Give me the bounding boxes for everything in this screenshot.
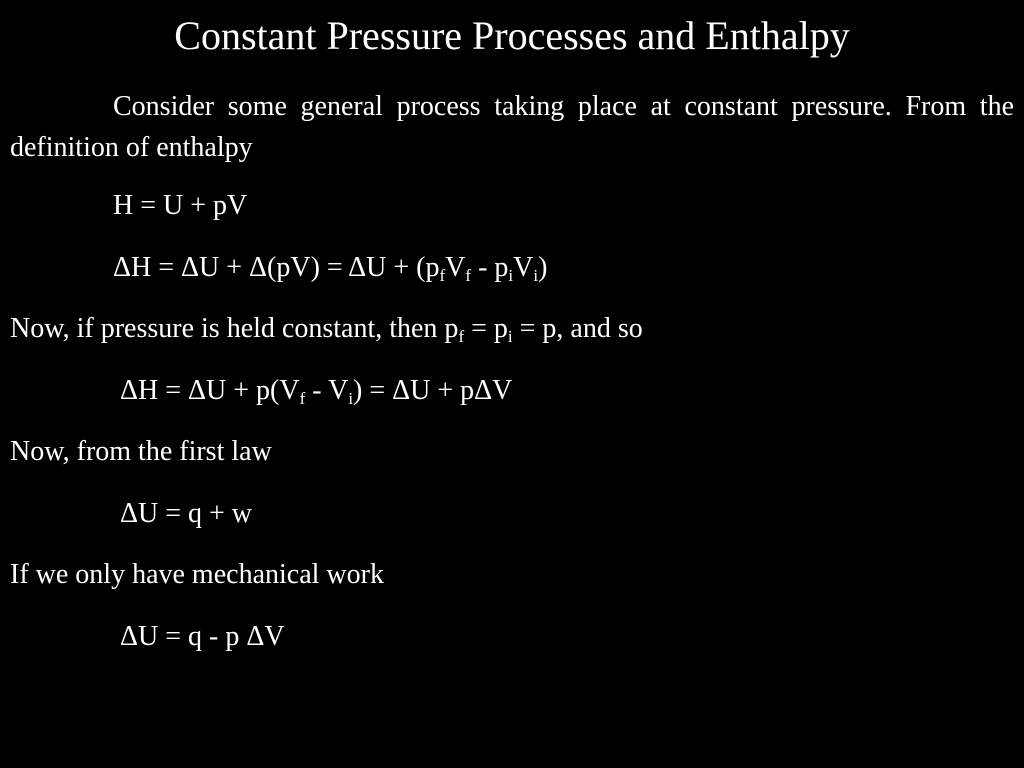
equation-first-law: ΔU = q + w [120, 498, 253, 529]
subscript: f [439, 266, 446, 285]
text-part: Now, if pressure is held constant, then p [10, 313, 459, 344]
subscript: f [299, 389, 306, 408]
subscript: f [458, 327, 465, 346]
subscript: i [507, 327, 513, 346]
equation-part: ΔH = ΔU + Δ(pV) = ΔU + (p [113, 252, 440, 283]
equation-part: ) = ΔU + pΔV [353, 375, 513, 406]
text-mechanical-work: If we only have mechanical work [10, 559, 384, 590]
subscript: i [348, 389, 354, 408]
equation-part: ) [538, 252, 548, 283]
equation-delta-h-constant-pressure [120, 375, 512, 407]
equation-part: - V [305, 375, 349, 406]
equation-enthalpy-definition: H = U + pV [113, 190, 248, 221]
text-first-law: Now, from the first law [10, 436, 272, 467]
subscript: i [508, 266, 514, 285]
text-part: = p, and so [512, 313, 643, 344]
subscript: f [465, 266, 472, 285]
equation-part: V [513, 252, 534, 283]
subscript: i [533, 266, 539, 285]
intro-paragraph: Consider some general process taking place at constant pressure. From the definition of enthalpy [10, 91, 1014, 163]
text-constant-pressure [10, 313, 643, 345]
equation-mechanical-work: ΔU = q - p ΔV [120, 621, 285, 652]
equation-part: - p [471, 252, 509, 283]
text-part: = p [464, 313, 508, 344]
equation-delta-h [113, 252, 547, 284]
equation-part: V [445, 252, 466, 283]
equation-part: ΔH = ΔU + p(V [120, 375, 300, 406]
slide-title: Constant Pressure Processes and Enthalpy [174, 13, 850, 58]
